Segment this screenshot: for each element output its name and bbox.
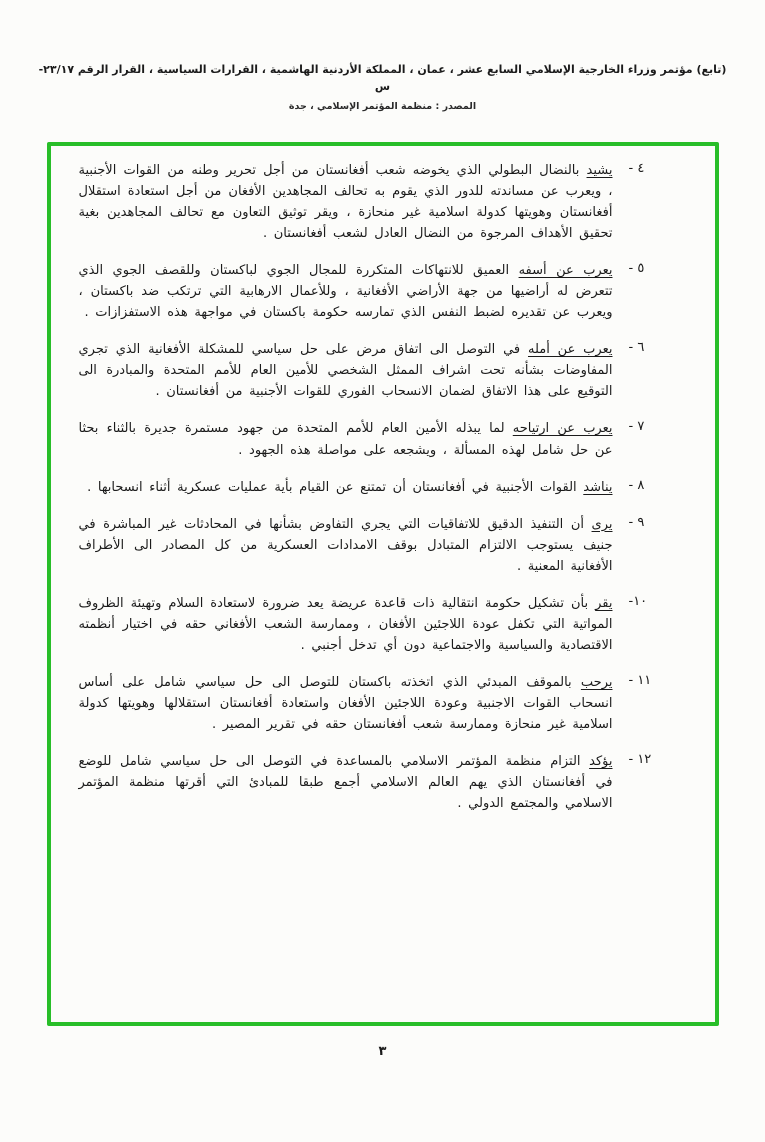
item-number: - ٥ xyxy=(628,261,645,277)
item-body: في التوصل الى اتفاق مرض على حل سياسي للمشكلة الأفغانية الذي تجري المفاوضات بشأنه تحت اشراف الممثل الشخصي للأمين العام للأمم المتحدة والمبادرة الى التوقيع على هذا الاتفاق لضمان الانسحاب الفوري للقوات الأجنبية من أفغانستان . xyxy=(78,342,613,400)
item-text xyxy=(79,477,613,498)
resolution-item-11 xyxy=(79,672,665,735)
resolution-item-5 xyxy=(79,260,665,323)
item-text xyxy=(79,339,613,402)
item-body: أن التنفيذ الدقيق للاتفاقيات التي يجري التفاوض بشأنها في المحادثات غير المباشرة في جنيف يستوجب الالتزام المتبادل بوقف الامدادات العسكرية من كل المصادر الى الأطراف الأفغانية المعنية . xyxy=(78,516,613,574)
header-title: (تابع) مؤتمر وزراء الخارجية الإسلامي السابع عشر ، عمان ، المملكة الأردنية الهاشمية ، القرارات السياسية ، القرار الرقم ٢٣/١٧-س xyxy=(38,63,727,93)
item-body: لما يبذله الأمين العام للأمم المتحدة من جهود مستمرة جديرة بالثناء بحثا عن حل شامل لهذه المسألة ، ويشجعه على مواصلة هذه الجهود . xyxy=(78,421,613,458)
highlight-box xyxy=(47,142,719,1026)
item-text xyxy=(79,593,613,656)
item-text xyxy=(79,514,613,577)
item-number: - ١٢ xyxy=(628,752,652,768)
resolution-item-6 xyxy=(79,339,665,402)
item-lead-underlined: يرحب xyxy=(580,674,613,690)
item-number: - ١١ xyxy=(628,672,652,688)
item-text xyxy=(79,260,613,323)
item-lead-underlined: يشيد xyxy=(586,163,613,178)
item-number: - ٤ xyxy=(628,161,645,176)
item-lead-underlined: يرى xyxy=(591,516,613,532)
item-lead-underlined: يؤكد xyxy=(589,754,613,770)
item-body: بأن تشكيل حكومة انتقالية ذات قاعدة عريضة يعد ضرورة لاستعادة السلام وتهيئة الظروف المواتية التي تكفل عودة اللاجئين الأفغان ، وممارسة الشعب الأفغاني حقه في اختيار أنظمته الاقتصادية والسياسية والاجتماعية دون أي تدخل أجنبي . xyxy=(78,595,613,653)
item-number: - ٧ xyxy=(628,419,645,435)
item-body: بالموقف المبدئي الذي اتخذته باكستان للتوصل الى حل سياسي شامل على أساس انسحاب القوات الاجنبية وعودة اللاجئين الأفغان واستعادة أفغانستان استقلالها وهويتها كدولة اسلامية غير منحازة وممارسة شعب أفغانستان حقه في تقرير المصير . xyxy=(78,674,613,732)
item-lead-underlined: يعرب عن ارتياحه xyxy=(512,421,613,437)
resolution-item-12 xyxy=(79,751,665,814)
item-number: -١٠ xyxy=(628,593,648,609)
resolution-item-9 xyxy=(79,514,665,577)
item-number: - ٩ xyxy=(628,514,645,530)
page-number: ٣ xyxy=(378,1044,387,1059)
document-header xyxy=(33,62,733,112)
item-body: بالنضال البطولي الذي يخوضه شعب أفغانستان من أجل تحرير وطنه من القوات الأجنبية ، ويعرب عن مساندته للدور الذي يقوم به تحالف المجاهدين الأفغان من أجل استعادة استقلال أفغانستان وهويتها كدولة اسلامية غير منحازة ، ويقر توثيق التعاون مع تحالف المجاهدين بغية تحقيق الأهداف المرجوة من النضال العادل لشعب أفغانستان . xyxy=(78,163,613,242)
item-text xyxy=(79,160,613,244)
resolution-item-8 xyxy=(79,477,665,498)
item-number: - ٨ xyxy=(628,477,645,493)
item-body: القوات الأجنبية في أفغانستان أن تمتنع عن القيام بأية عمليات عسكرية أثناء انسحابها . xyxy=(87,479,584,495)
item-text xyxy=(79,751,613,814)
header-source: المصدر : منظمة المؤتمر الإسلامي ، جدة xyxy=(288,101,477,112)
resolution-item-4 xyxy=(79,160,665,244)
item-text xyxy=(79,418,613,460)
item-body: العميق للانتهاكات المتكررة للمجال الجوي لباكستان وللقصف الجوي الذي تتعرض له أراضيها من جهة الأراضي الأفغانية ، وللأعمال الارهابية التي ترتكب ضد باكستان ، ويعرب عن تقديره لضبط النفس الذي تمارسه حكومة باكستان في مواجهة هذه الاستفزازات . xyxy=(78,263,613,321)
item-lead-underlined: يناشد xyxy=(583,479,613,495)
resolution-item-7 xyxy=(79,418,665,460)
item-body: التزام منظمة المؤتمر الاسلامي بالمساعدة في التوصل الى حل سياسي شامل للوضع في أفغانستان الذي يهم العالم الاسلامي أجمع طبقا للمبادئ التي أقرتها منظمة المؤتمر الاسلامي والمجتمع الدولي . xyxy=(78,754,613,812)
item-lead-underlined: يعرب عن أسفه xyxy=(518,263,613,279)
resolution-item-10 xyxy=(79,593,665,656)
item-number: - ٦ xyxy=(628,340,645,356)
item-lead-underlined: يقر xyxy=(595,595,613,611)
item-lead-underlined: يعرب عن أمله xyxy=(527,342,613,358)
item-text xyxy=(79,672,613,735)
